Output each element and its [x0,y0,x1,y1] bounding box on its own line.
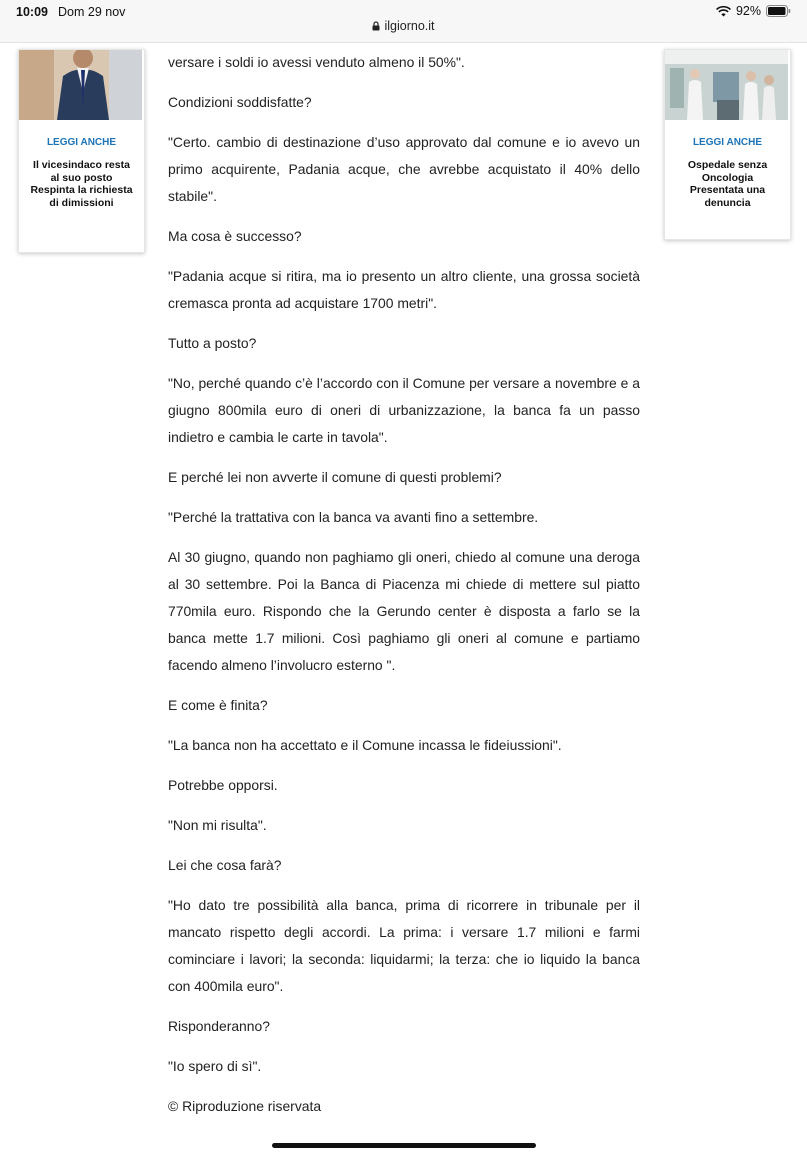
related-article-thumbnail [665,50,788,120]
article-paragraph: "La banca non ha accettato e il Comune incassa le fideiussioni". [168,737,562,753]
related-article-kicker: LEGGI ANCHE [692,137,763,148]
interview-question: E come è finita? [168,697,268,713]
article-paragraph: "Io spero di sì". [168,1058,262,1074]
copyright-notice: © Riproduzione riservata [168,1098,322,1114]
article-paragraph: "Padania acque si ritira, ma io presento un altro cliente, una grossa società cremasca pronta ad acquistare 1700 metri". [168,268,640,311]
interview-question: Ma cosa è successo? [168,228,302,244]
interview-question: E perché lei non avverte il comune di questi problemi? [168,469,502,485]
interview-question: Condizioni soddisfatte? [168,94,312,110]
status-bar [0,0,807,43]
related-article-title[interactable]: Il vicesindaco resta al suo posto Respinta la richiesta di dimissioni [30,159,133,209]
url-text: ilgiorno.it [384,19,435,33]
related-article-title[interactable]: Ospedale senza Oncologia Presentata una denuncia [687,159,768,209]
article-paragraph: Al 30 giugno, quando non paghiamo gli oneri, chiedo al comune una deroga al 30 settembre. Poi la Banca di Piacenza mi chiede di mettere sul piatto 770mila euro. Rispondo che la Gerundo center è disposta a farlo se la banca mette 1.7 milioni. Così paghiamo gli oneri al comune e partiamo facendo almeno l’involucro esterno ". [168,549,640,673]
related-article-card-left[interactable] [18,49,145,253]
status-time: 10:09 [16,5,48,19]
home-indicator[interactable] [272,1143,536,1148]
article-paragraph: "Ho dato tre possibilità alla banca, prima di ricorrere in tribunale per il mancato rispetto degli accordi. La prima: i versare 1.7 milioni e farmi cominciare i lavori; la seconda: liquidarmi; la terza: che io liquido la banca con 400mila euro". [168,897,640,994]
article-body [168,49,640,1133]
interview-question: Lei che cosa farà? [168,857,282,873]
status-date: Dom 29 nov [58,5,126,19]
lock-icon [372,20,380,34]
battery-icon [766,5,791,17]
article-paragraph: versare i soldi io avessi venduto almeno il 50%". [168,54,465,70]
battery-percent: 92% [735,4,761,18]
address-bar[interactable] [0,19,807,34]
article-paragraph: "Certo. cambio di destinazione d’uso approvato dal comune e io avevo un primo acquirente, Padania acque, che avrebbe acquistato il 40% dello stabile". [168,134,640,204]
interview-question: Potrebbe opporsi. [168,777,278,793]
interview-question: Risponderanno? [168,1018,270,1034]
related-article-thumbnail [19,50,142,120]
article-paragraph: "Non mi risulta". [168,817,267,833]
article-paragraph: "No, perché quando c’è l’accordo con il Comune per versare a novembre e a giugno 800mila euro di oneri di urbanizzazione, la banca fa un passo indietro e cambia le carte in tavola". [168,375,640,445]
wifi-icon [716,6,731,17]
related-article-kicker: LEGGI ANCHE [46,137,117,148]
related-article-card-right[interactable] [664,49,791,240]
interview-question: Tutto a posto? [168,335,257,351]
status-indicators [716,4,791,18]
article-paragraph: "Perché la trattativa con la banca va avanti fino a settembre. [168,509,539,525]
